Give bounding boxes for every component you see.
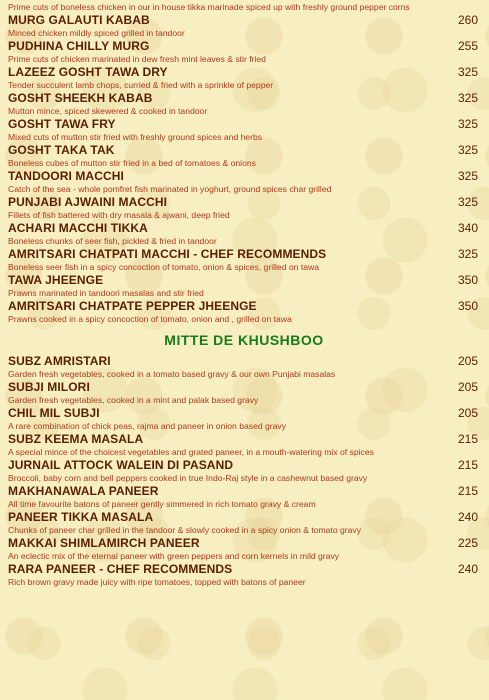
- item-price: 215: [457, 458, 478, 472]
- item-name: SUBJI MILORI: [8, 380, 90, 394]
- item-name: PUNJABI AJWAINI MACCHI: [8, 195, 168, 209]
- item-description: Mixed cuts of mutton stir fried with freshly ground spices and herbs: [8, 132, 263, 142]
- menu-item: [6, 380, 482, 406]
- item-name: CHIL MIL SUBJI: [8, 406, 100, 420]
- item-name: GOSHT TAKA TAK: [8, 143, 115, 157]
- item-price: 215: [457, 484, 478, 498]
- menu-item: [6, 221, 482, 247]
- menu-item: [6, 510, 482, 536]
- item-name: AMRITSARI CHATPATE PEPPER JHEENGE: [8, 299, 257, 313]
- item-description: Minced chicken mildly spiced grilled in tandoor: [8, 28, 185, 38]
- item-description: Prime cuts of chicken marinated in dew fresh mint leaves & stir fried: [8, 54, 266, 64]
- veg-items-list: [6, 354, 482, 588]
- item-name: MAKHANAWALA PANEER: [8, 484, 159, 498]
- item-description: All time favourite batons of paneer gently simmered in rich tomato gravy & cream: [8, 499, 316, 509]
- item-name: AMRITSARI CHATPATI MACCHI - CHEF RECOMMENDS: [8, 247, 327, 261]
- menu-item: [6, 432, 482, 458]
- item-description: Mutton mince, spiced skewered & cooked in tandoor: [8, 106, 208, 116]
- item-price: 255: [457, 39, 478, 53]
- menu-item: [6, 354, 482, 380]
- item-description: Catch of the sea - whole pomfret fish marinated in yoghurt, ground spices char grilled: [8, 184, 332, 194]
- item-name: JURNAIL ATTOCK WALEIN DI PASAND: [8, 458, 234, 472]
- item-description: Boneless seer fish in a spicy concoction of tomato, onion & spices, grilled on tawa: [8, 262, 319, 272]
- item-price: 325: [457, 195, 478, 209]
- item-name: ACHARI MACCHI TIKKA: [8, 221, 148, 235]
- menu-item: [6, 484, 482, 510]
- item-description: Tender succulent lamb chops, curried & fried with a sprinkle of pepper: [8, 80, 274, 90]
- menu-item: [6, 195, 482, 221]
- menu-item: [6, 143, 482, 169]
- item-description: Boneless chunks of seer fish, pickled & fried in tandoor: [8, 236, 217, 246]
- item-price: 350: [457, 273, 478, 287]
- item-name: SUBZ KEEMA MASALA: [8, 432, 144, 446]
- item-price: 325: [457, 65, 478, 79]
- non-veg-items-list: [6, 13, 482, 325]
- menu-item: [6, 91, 482, 117]
- item-price: 340: [457, 221, 478, 235]
- menu-item: [6, 117, 482, 143]
- item-description: A special mince of the choicest vegetables and grated paneer, in a mouth-watering mix of spices: [8, 447, 374, 457]
- menu-item: [6, 169, 482, 195]
- section-title: MITTE DE KHUSHBOO: [164, 332, 324, 348]
- item-price: 325: [457, 91, 478, 105]
- item-name: MURG GALAUTI KABAB: [8, 13, 150, 27]
- item-price: 240: [457, 510, 478, 524]
- item-name: TAWA JHEENGE: [8, 273, 104, 287]
- menu-item: [6, 273, 482, 299]
- menu-item: [6, 13, 482, 39]
- item-name: MAKKAI SHIMLAMIRCH PANEER: [8, 536, 200, 550]
- item-description: An eclectic mix of the eternal paneer with green peppers and corn kernels in mild gravy: [8, 551, 340, 561]
- item-name: GOSHT SHEEKH KABAB: [8, 91, 153, 105]
- item-price: 350: [457, 299, 478, 313]
- item-price: 205: [457, 380, 478, 394]
- item-name: LAZEEZ GOSHT TAWA DRY: [8, 65, 168, 79]
- item-description: Broccoli, baby corn and bell peppers cooked in true Indo-Raj style in a cashewnut based gravy: [8, 473, 368, 483]
- item-description: Prawns marinated in tandoori masalas and stir fried: [8, 288, 204, 298]
- item-name: PUDHINA CHILLY MURG: [8, 39, 150, 53]
- item-description: A rare combination of chick peas, rajma and paneer in onion based gravy: [8, 421, 287, 431]
- item-price: 325: [457, 247, 478, 261]
- menu-item: [6, 247, 482, 273]
- menu-item: [6, 39, 482, 65]
- item-price: 260: [457, 13, 478, 27]
- item-description: Chunks of paneer char grilled in the tandoor & slowly cooked in a spicy onion & tomato gravy: [8, 525, 362, 535]
- item-price: 205: [457, 354, 478, 368]
- item-name: TANDOORI MACCHI: [8, 169, 124, 183]
- item-price: 325: [457, 169, 478, 183]
- item-name: RARA PANEER - CHEF RECOMMENDS: [8, 562, 233, 576]
- menu-item: [6, 299, 482, 325]
- item-name: GOSHT TAWA FRY: [8, 117, 116, 131]
- item-description: Rich brown gravy made juicy with ripe tomatoes, topped with batons of paneer: [8, 577, 306, 587]
- item-description: Garden fresh vegetables, cooked in a tomato based gravy & our own Punjabi masalas: [8, 369, 336, 379]
- item-price: 225: [457, 536, 478, 550]
- menu-page: [6, 2, 482, 588]
- menu-item: [6, 65, 482, 91]
- menu-item: [6, 458, 482, 484]
- item-description: Boneless cubes of mutton stir fried in a bed of tomatoes & onions: [8, 158, 256, 168]
- item-description: Prawns cooked in a spicy concoction of tomato, onion and , grilled on tawa: [8, 314, 292, 324]
- item-description: Fillets of fish battered with dry masala & ajwani, deep fried: [8, 210, 230, 220]
- item-name: PANEER TIKKA MASALA: [8, 510, 154, 524]
- menu-item: [6, 536, 482, 562]
- item-price: 215: [457, 432, 478, 446]
- item-description: Prime cuts of boneless chicken in our in house tikka marinade spiced up with freshly ground pepper corns: [8, 2, 410, 12]
- menu-item: [6, 562, 482, 588]
- item-price: 240: [457, 562, 478, 576]
- menu-item: [6, 406, 482, 432]
- item-name: SUBZ AMRISTARI: [8, 354, 111, 368]
- item-price: 325: [457, 117, 478, 131]
- item-price: 205: [457, 406, 478, 420]
- item-description: Garden fresh vegetables, cooked in a mint and palak based gravy: [8, 395, 259, 405]
- item-price: 325: [457, 143, 478, 157]
